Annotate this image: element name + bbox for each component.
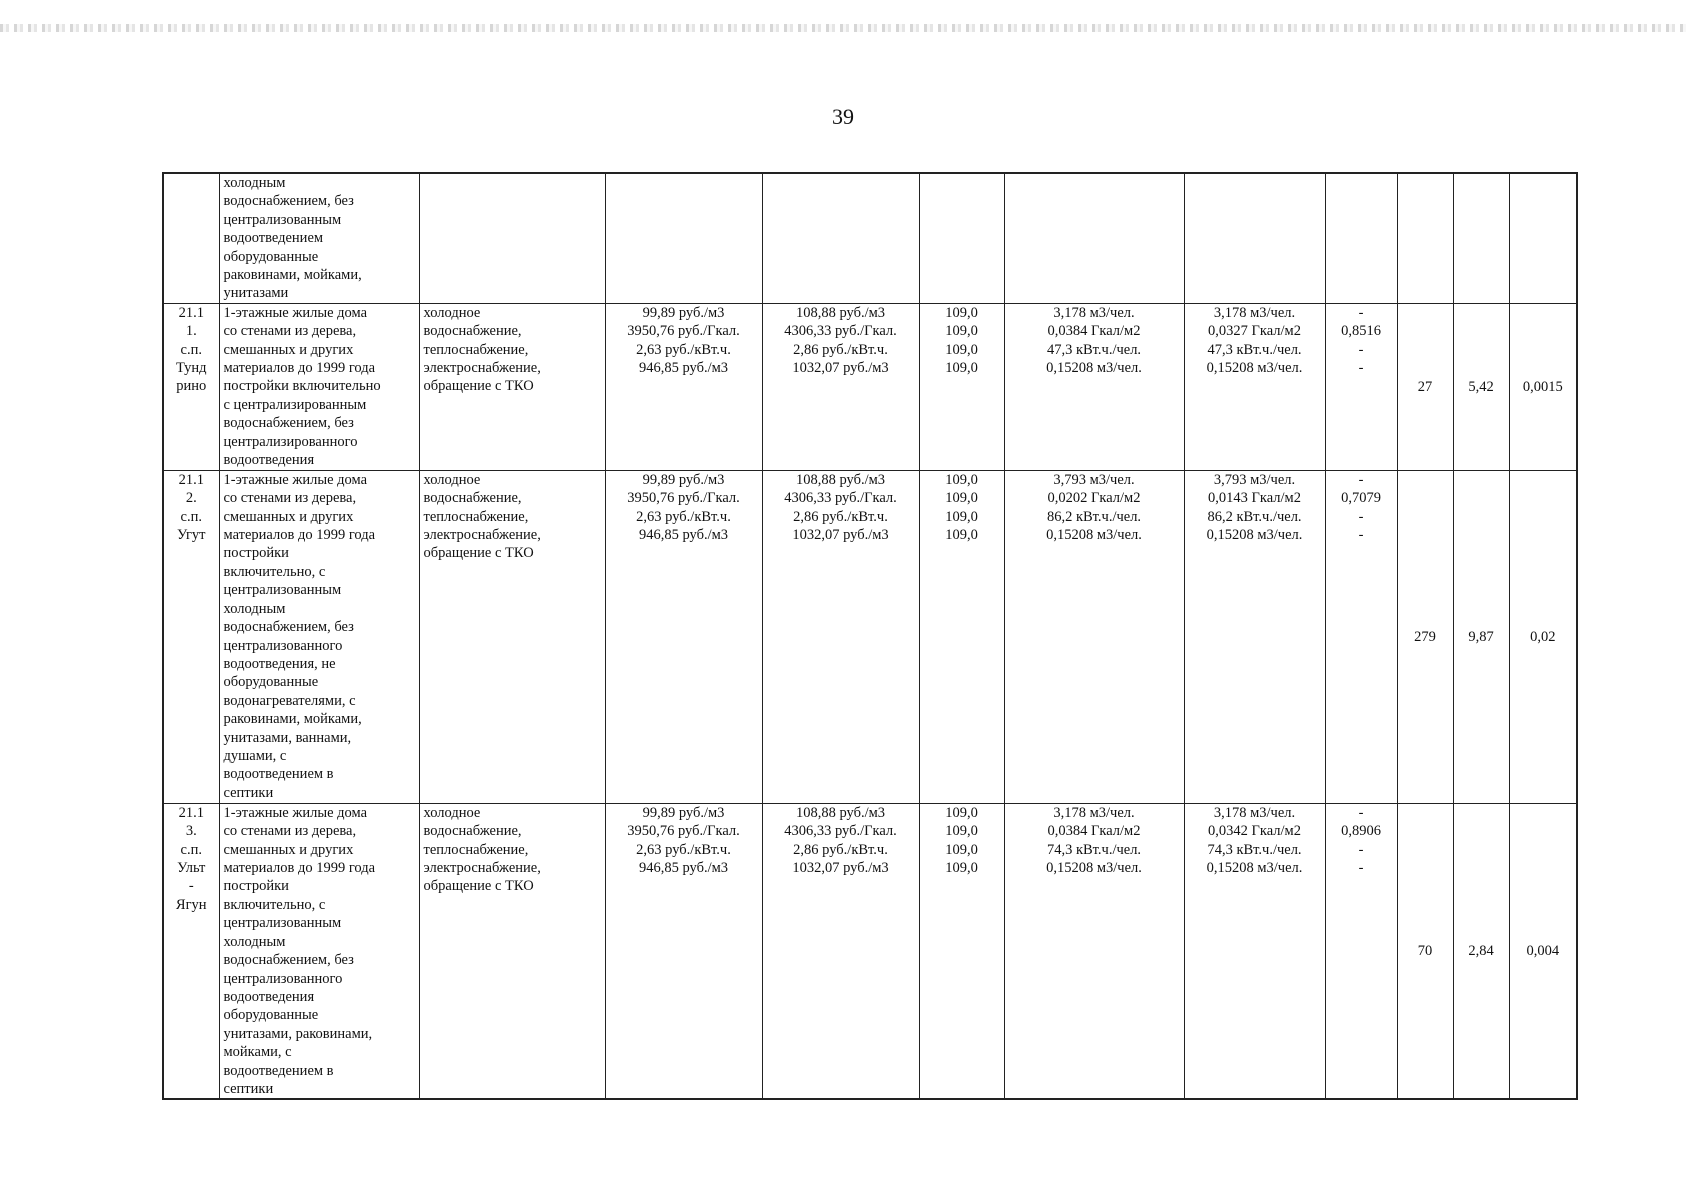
description-line: септики — [223, 1080, 274, 1097]
cell-coefficient — [1325, 803, 1397, 1099]
description-line: водоснабжением, без — [223, 952, 354, 969]
cell-tariff-1 — [605, 803, 762, 1099]
description-line: оборудованные — [223, 674, 319, 691]
id-line: рино — [176, 378, 207, 395]
service-line: электроснабжение, — [423, 527, 541, 544]
description-line: материалов до 1999 года — [223, 360, 376, 377]
description-line: холодным — [223, 600, 286, 617]
tariff-line: 108,88 руб./м3 — [795, 471, 886, 488]
index-line: 109,0 — [945, 804, 978, 821]
index-line: 109,0 — [945, 508, 978, 525]
tariff-line: 3950,76 руб./Гкал. — [627, 490, 740, 507]
id-line: 21.1 — [178, 304, 204, 321]
index-line: 109,0 — [945, 341, 978, 358]
tariff-line: 2,86 руб./кВт.ч. — [793, 841, 888, 858]
cell-tariff-1 — [605, 303, 762, 470]
norm-line: 0,15208 м3/чел. — [1046, 527, 1142, 544]
cell-norm-1 — [1004, 303, 1184, 470]
description-line: централизованным — [223, 211, 342, 228]
coef-line: 0,7079 — [1341, 490, 1381, 507]
norm-line: 0,15208 м3/чел. — [1206, 527, 1303, 544]
description-line: со стенами из дерева, — [223, 823, 357, 840]
tariff-line: 946,85 руб./м3 — [638, 860, 729, 877]
index-line: 109,0 — [945, 360, 978, 377]
cell-count: 27 — [1397, 303, 1453, 470]
cell-description — [219, 303, 419, 470]
tariff-line: 946,85 руб./м3 — [638, 527, 729, 544]
description-line: водоотведением в — [223, 1062, 334, 1079]
norm-line: 0,0342 Гкал/м2 — [1208, 823, 1301, 840]
cell-value-1: 5,42 — [1453, 303, 1509, 470]
description-line: водоотведением в — [223, 766, 334, 783]
cell-description — [219, 173, 419, 303]
description-line: со стенами из дерева, — [223, 490, 357, 507]
id-line: Ягун — [175, 896, 207, 913]
description-line: водоснабжением, без — [223, 193, 354, 210]
description-line: 1-этажные жилые дома — [223, 304, 368, 321]
coef-line: - — [1358, 527, 1364, 544]
norm-line: 74,3 кВт.ч./чел. — [1046, 841, 1142, 858]
cell-norm-2 — [1184, 173, 1325, 303]
cell-norm-2 — [1184, 803, 1325, 1099]
description-line: включительно, с — [223, 896, 326, 913]
tariff-line: 4306,33 руб./Гкал. — [784, 490, 897, 507]
description-line: септики — [223, 784, 274, 801]
description-line: оборудованные — [223, 248, 319, 265]
cell-count: 70 — [1397, 803, 1453, 1099]
table-row — [163, 303, 1577, 470]
cell-services — [419, 803, 605, 1099]
service-line: электроснабжение, — [423, 360, 541, 377]
id-line: 2. — [185, 490, 197, 507]
description-line: унитазами — [223, 285, 289, 302]
cell-value-1: 2,84 — [1453, 803, 1509, 1099]
cell-services — [419, 470, 605, 803]
description-line: мойками, с — [223, 1044, 292, 1061]
cell-norm-1 — [1004, 470, 1184, 803]
page-number: 39 — [832, 104, 854, 129]
cell-services — [419, 173, 605, 303]
description-line: унитазами, раковинами, — [223, 1025, 373, 1042]
coef-line: - — [1358, 304, 1364, 321]
scan-edge-noise — [0, 24, 1686, 32]
tariff-line: 4306,33 руб./Гкал. — [784, 823, 897, 840]
index-line: 109,0 — [945, 527, 978, 544]
norm-line: 3,178 м3/чел. — [1053, 304, 1135, 321]
cell-index — [919, 803, 1004, 1099]
cell-count: 279 — [1397, 470, 1453, 803]
description-line: душами, с — [223, 747, 287, 764]
coef-line: - — [1358, 341, 1364, 358]
description-line: постройки — [223, 878, 289, 895]
cell-id — [163, 173, 219, 303]
table-row — [163, 470, 1577, 803]
id-line: 21.1 — [178, 804, 204, 821]
tariff-line: 2,63 руб./кВт.ч. — [636, 508, 731, 525]
description-line: смешанных и других — [223, 508, 354, 525]
norm-line: 3,178 м3/чел. — [1213, 804, 1296, 821]
index-line: 109,0 — [945, 323, 978, 340]
cell-tariff-1 — [605, 173, 762, 303]
service-line: теплоснабжение, — [423, 508, 529, 525]
cell-coefficient — [1325, 173, 1397, 303]
description-line: постройки включительно — [223, 378, 381, 395]
id-line: 3. — [185, 823, 197, 840]
description-line: 1-этажные жилые дома — [223, 804, 368, 821]
index-line: 109,0 — [945, 490, 978, 507]
coef-line: - — [1358, 841, 1364, 858]
tariff-line: 946,85 руб./м3 — [638, 360, 729, 377]
index-line: 109,0 — [945, 841, 978, 858]
service-line: электроснабжение, — [423, 860, 541, 877]
id-line: - — [188, 878, 194, 895]
cell-norm-2 — [1184, 303, 1325, 470]
coef-line: - — [1358, 471, 1364, 488]
description-line: смешанных и других — [223, 841, 354, 858]
service-line: водоснабжение, — [423, 823, 522, 840]
service-line: холодное — [423, 471, 481, 488]
cell-norm-1 — [1004, 173, 1184, 303]
coef-line: 0,8516 — [1341, 323, 1381, 340]
description-line: смешанных и других — [223, 341, 354, 358]
id-line: 21.1 — [178, 471, 204, 488]
norm-line: 47,3 кВт.ч./чел. — [1046, 341, 1142, 358]
norm-line: 0,15208 м3/чел. — [1046, 860, 1142, 877]
tariff-line: 108,88 руб./м3 — [795, 804, 886, 821]
description-line: 1-этажные жилые дома — [223, 471, 368, 488]
description-line: унитазами, ваннами, — [223, 729, 352, 746]
description-line: оборудованные — [223, 1007, 319, 1024]
cell-index — [919, 470, 1004, 803]
norm-line: 0,15208 м3/чел. — [1046, 360, 1142, 377]
norm-line: 0,0384 Гкал/м2 — [1047, 323, 1141, 340]
service-line: теплоснабжение, — [423, 841, 529, 858]
description-line: включительно, с — [223, 563, 326, 580]
description-line: с централизированным — [223, 396, 367, 413]
tariff-line: 99,89 руб./м3 — [642, 471, 725, 488]
cell-value-2: 0,004 — [1509, 803, 1577, 1099]
norm-line: 3,178 м3/чел. — [1053, 804, 1135, 821]
id-line: 1. — [185, 323, 197, 340]
description-line: водоотведения — [223, 452, 315, 469]
cell-value-2 — [1509, 173, 1577, 303]
id-line: Ульт — [177, 860, 206, 877]
service-line: водоснабжение, — [423, 490, 522, 507]
index-line: 109,0 — [945, 304, 978, 321]
norm-line: 0,0202 Гкал/м2 — [1047, 490, 1141, 507]
tariff-line: 4306,33 руб./Гкал. — [784, 323, 897, 340]
coef-line: - — [1358, 860, 1364, 877]
cell-value-2: 0,0015 — [1509, 303, 1577, 470]
tariff-line: 2,63 руб./кВт.ч. — [636, 841, 731, 858]
norm-line: 0,0327 Гкал/м2 — [1208, 323, 1301, 340]
cell-tariff-2 — [762, 803, 919, 1099]
norm-line: 3,793 м3/чел. — [1053, 471, 1135, 488]
norm-line: 74,3 кВт.ч./чел. — [1207, 841, 1302, 858]
description-line: материалов до 1999 года — [223, 860, 376, 877]
cell-norm-2 — [1184, 470, 1325, 803]
service-line: водоснабжение, — [423, 323, 522, 340]
description-line: водоотведением — [223, 230, 324, 247]
description-line: со стенами из дерева, — [223, 323, 357, 340]
norm-line: 86,2 кВт.ч./чел. — [1207, 508, 1302, 525]
description-line: централизированного — [223, 433, 358, 450]
service-line: обращение с ТКО — [423, 545, 534, 562]
cell-id — [163, 470, 219, 803]
description-line: водоснабжением, без — [223, 619, 354, 636]
description-line: водоснабжением, без — [223, 415, 354, 432]
tariff-line: 3950,76 руб./Гкал. — [627, 323, 740, 340]
norm-line: 3,793 м3/чел. — [1213, 471, 1296, 488]
description-line: материалов до 1999 года — [223, 527, 376, 544]
description-line: холодным — [223, 175, 286, 191]
description-line: централизованным — [223, 915, 342, 932]
description-line: холодным — [223, 933, 286, 950]
norm-line: 3,178 м3/чел. — [1213, 304, 1296, 321]
tariff-line: 1032,07 руб./м3 — [792, 360, 889, 377]
cell-coefficient — [1325, 470, 1397, 803]
index-line: 109,0 — [945, 860, 978, 877]
cell-index — [919, 303, 1004, 470]
description-line: водоотведения, не — [223, 655, 336, 672]
id-line: Угут — [176, 527, 206, 544]
tariff-line: 99,89 руб./м3 — [642, 804, 725, 821]
cell-tariff-1 — [605, 470, 762, 803]
cell-value-2: 0,02 — [1509, 470, 1577, 803]
index-line: 109,0 — [945, 471, 978, 488]
coef-line: - — [1358, 508, 1364, 525]
description-line: водонагревателями, с — [223, 692, 356, 709]
cell-description — [219, 803, 419, 1099]
cell-id — [163, 303, 219, 470]
description-line: постройки — [223, 545, 289, 562]
cell-tariff-2 — [762, 173, 919, 303]
cell-tariff-2 — [762, 303, 919, 470]
tariff-line: 3950,76 руб./Гкал. — [627, 823, 740, 840]
id-line: с.п. — [180, 341, 202, 358]
description-line: централизованного — [223, 970, 343, 987]
cell-services — [419, 303, 605, 470]
cell-index — [919, 173, 1004, 303]
description-line: водоотведения — [223, 988, 315, 1005]
cell-value-1: 9,87 — [1453, 470, 1509, 803]
tariff-line: 2,86 руб./кВт.ч. — [793, 508, 888, 525]
service-line: холодное — [423, 304, 481, 321]
id-line: с.п. — [180, 841, 202, 858]
coef-line: - — [1358, 804, 1364, 821]
table-row — [163, 803, 1577, 1099]
service-line: обращение с ТКО — [423, 878, 534, 895]
cell-description — [219, 470, 419, 803]
tariff-line: 99,89 руб./м3 — [642, 304, 725, 321]
tariff-line: 108,88 руб./м3 — [795, 304, 886, 321]
description-line: централизованного — [223, 637, 343, 654]
index-line: 109,0 — [945, 823, 978, 840]
description-line: раковинами, мойками, — [223, 711, 362, 728]
coef-line: 0,8906 — [1341, 823, 1381, 840]
cell-coefficient — [1325, 303, 1397, 470]
service-line: холодное — [423, 804, 481, 821]
tariff-line: 2,63 руб./кВт.ч. — [636, 341, 731, 358]
norm-line: 0,15208 м3/чел. — [1206, 360, 1303, 377]
cell-value-1 — [1453, 173, 1509, 303]
cell-id — [163, 803, 219, 1099]
table-row-continued — [163, 173, 1577, 303]
tariff-line: 1032,07 руб./м3 — [792, 527, 889, 544]
norm-line: 0,0384 Гкал/м2 — [1047, 823, 1141, 840]
cell-tariff-2 — [762, 470, 919, 803]
tariff-table — [162, 172, 1578, 1100]
tariff-line: 2,86 руб./кВт.ч. — [793, 341, 888, 358]
description-line: раковинами, мойками, — [223, 267, 362, 284]
id-line: Тунд — [175, 360, 207, 377]
service-line: обращение с ТКО — [423, 378, 534, 395]
cell-norm-1 — [1004, 803, 1184, 1099]
description-line: централизованным — [223, 582, 342, 599]
norm-line: 0,15208 м3/чел. — [1206, 860, 1303, 877]
id-line: с.п. — [180, 508, 202, 525]
norm-line: 0,0143 Гкал/м2 — [1208, 490, 1301, 507]
norm-line: 86,2 кВт.ч./чел. — [1046, 508, 1142, 525]
tariff-line: 1032,07 руб./м3 — [792, 860, 889, 877]
norm-line: 47,3 кВт.ч./чел. — [1207, 341, 1302, 358]
service-line: теплоснабжение, — [423, 341, 529, 358]
cell-count — [1397, 173, 1453, 303]
coef-line: - — [1358, 360, 1364, 377]
